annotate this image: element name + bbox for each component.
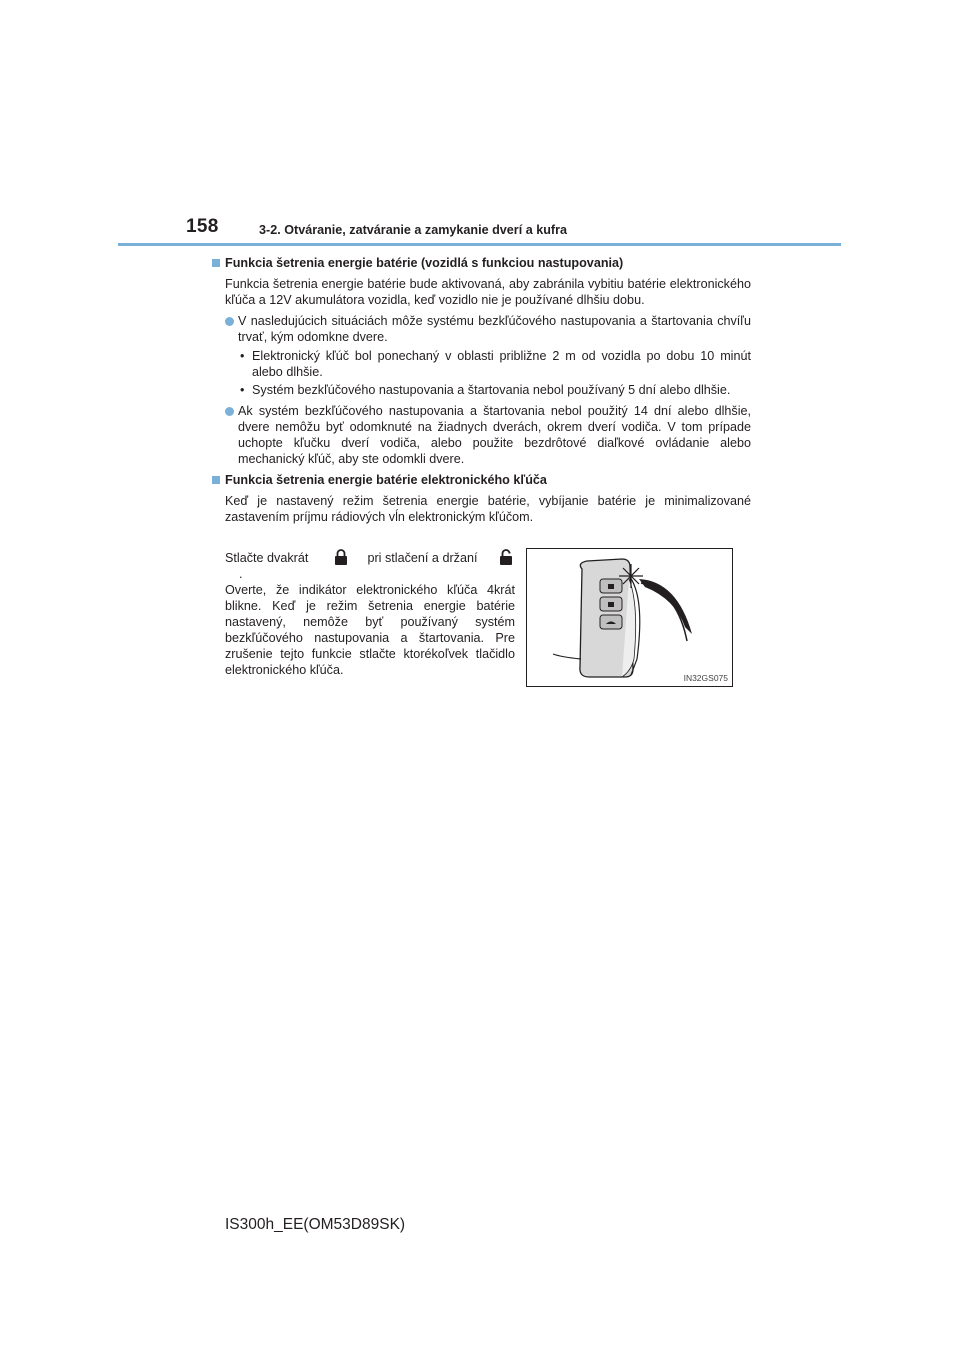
bullet-item [211, 313, 751, 345]
paragraph-intro: Funkcia šetrenia energie batérie bude aktivovaná, aby zabránila vybitiu batérie elektronického kľúča a 12V akumulátora vozidla, keď vozidlo nie je používané dlhšiu dobu. [225, 277, 751, 307]
content-block [211, 255, 751, 530]
figure-code: IN32GS075 [683, 673, 728, 683]
heading-text: Funkcia šetrenia energie batérie (vozidlá s funkciou nastupovania) [225, 256, 624, 270]
page-number: 158 [186, 216, 219, 237]
sub-item-text: Elektronický kľúč bol ponechaný v oblasti približne 2 m od vozidla po dobu 10 minút alebo dlhšie. [252, 349, 751, 379]
sub-item-text: Systém bezkľúčového nastupovania a štartovania nebol používaný 5 dní alebo dlhšie. [252, 383, 731, 397]
section-title: 3-2. Otváranie, zatváranie a zamykanie dverí a kufra [259, 223, 568, 237]
sub-item [211, 382, 751, 398]
sub-bullet-icon: • [240, 383, 245, 397]
square-bullet-icon [212, 259, 220, 267]
lock-icon [334, 548, 348, 566]
header-rule [118, 243, 841, 246]
square-bullet-icon [212, 476, 220, 484]
press-text: pri stlačení a držaní [367, 551, 478, 565]
bullet-text: Ak systém bezkľúčového nastupovania a štartovania nebol použitý 14 dní alebo dlhšie, dvere nemôžu byť odomknuté na žiadnych dverách, okrem dverí vodiča. V tom prípade uchopte kľučku dverí vodiča, alebo použite bezdrôtové diaľkové ovládanie alebo mechanický kľúč, aby ste odomkli dvere. [238, 404, 751, 466]
instruction-text [225, 548, 515, 678]
press-text: . [239, 567, 243, 581]
instructions-paragraph: Overte, že indikátor elektronického kľúča 4krát blikne. Keď je režim šetrenia energie batérie nastavený, nemôže byť používaný systém bezkľúčového nastupovania a štartovania. Pre zrušenie tejto funkcie stlačte ktorékoľvek tlačidlo elektronického kľúča. [225, 583, 515, 677]
unlock-icon [499, 548, 513, 566]
round-bullet-icon [225, 317, 234, 326]
heading-key-battery-saving [211, 472, 751, 488]
press-text: Stlačte dvakrát [225, 551, 309, 565]
bullet-item [211, 403, 751, 467]
heading-battery-saving [211, 255, 751, 271]
electronic-key-illustration [527, 549, 732, 686]
key-figure [526, 548, 733, 687]
sub-item [211, 348, 751, 380]
footer-model: IS300h_EE(OM53D89SK) [225, 1216, 406, 1233]
paragraph-key-intro: Keď je nastavený režim šetrenia energie batérie, vybíjanie batérie je minimalizované zastavením príjmu rádiových vĺn elektronickým kľúčom. [225, 494, 751, 524]
sub-bullet-icon: • [240, 349, 245, 363]
round-bullet-icon [225, 407, 234, 416]
heading-text: Funkcia šetrenia energie batérie elektronického kľúča [225, 473, 547, 487]
bullet-text: V nasledujúcich situáciách môže systému bezkľúčového nastupovania a štartovania chvíľu trvať, kým odomkne dvere. [238, 314, 751, 344]
